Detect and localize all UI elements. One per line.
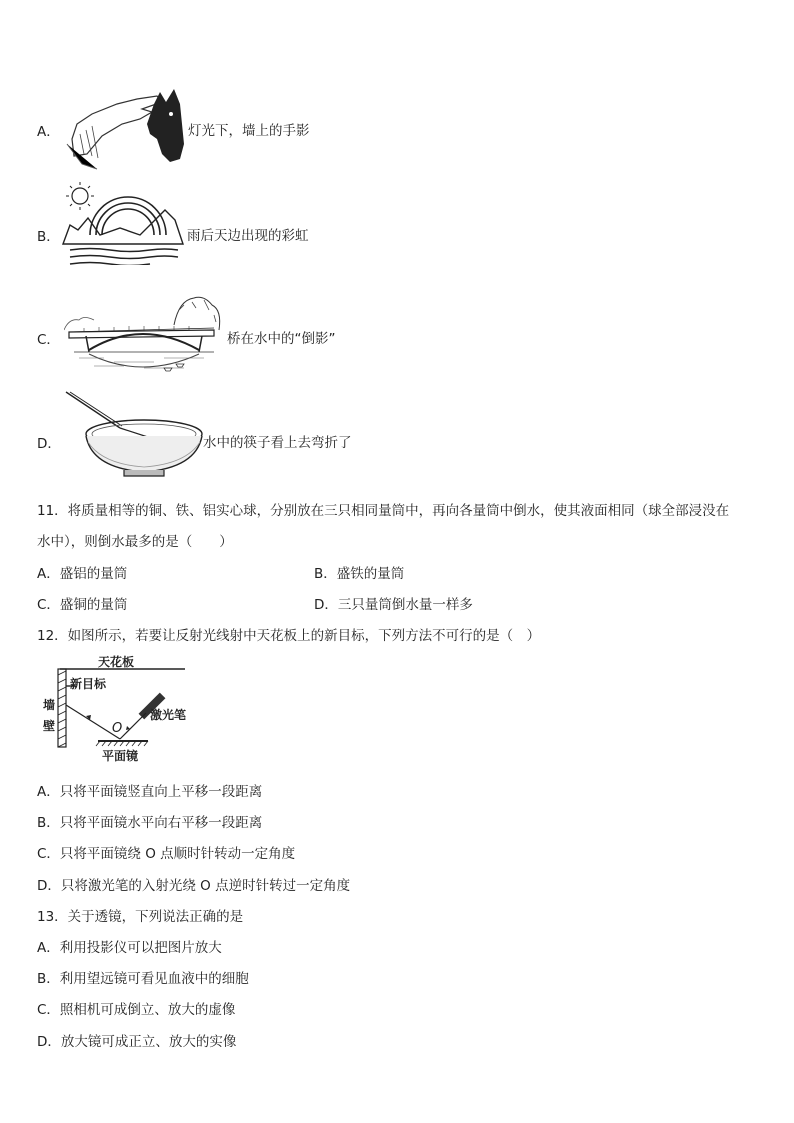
label-ceiling: 天花板	[98, 655, 135, 669]
q11-option-a: A．盛铝的量筒	[37, 566, 128, 582]
q12-option-c: C．只将平面镜绕 O 点顺时针转动一定角度	[37, 846, 296, 862]
label-point-o: O	[112, 721, 123, 736]
label-target: 新目标	[70, 677, 107, 691]
hand-shadow-image	[62, 84, 187, 174]
q12-stem: 12．如图所示，若要让反射光线射中天花板上的新目标，下列方法不可行的是（ ）	[37, 628, 541, 644]
option-a-text: 灯光下，墙上的手影	[188, 123, 310, 139]
label-wall: 墙	[43, 698, 56, 712]
q12-option-d: D．只将激光笔的入射光绕 O 点逆时针转过一定角度	[37, 878, 351, 894]
mirror-laser-diagram	[40, 651, 200, 761]
q11-option-b: B．盛铁的量筒	[314, 566, 405, 582]
bridge-reflection-image	[64, 290, 224, 380]
q13-option-c: C．照相机可成倒立、放大的虚像	[37, 1002, 236, 1018]
q11-option-c: C．盛铜的量筒	[37, 597, 128, 613]
option-c-letter: C．	[37, 332, 60, 348]
label-mirror: 平面镜	[102, 749, 139, 763]
label-wall-2: 壁	[43, 719, 56, 733]
q11-stem-line2: 水中），则倒水最多的是（ ）	[37, 534, 233, 550]
option-d-text: 水中的筷子看上去弯折了	[203, 435, 352, 451]
option-b-text: 雨后天边出现的彩虹	[187, 228, 309, 244]
rainbow-image	[60, 180, 186, 265]
label-laser: 激光笔	[150, 708, 187, 722]
q11-option-d: D．三只量筒倒水量一样多	[314, 597, 473, 613]
q12-option-a: A．只将平面镜竖直向上平移一段距离	[37, 784, 263, 800]
chopsticks-bowl-image	[62, 390, 207, 478]
option-c-text: 桥在水中的“倒影”	[227, 331, 336, 347]
q13-option-d: D．放大镜可成正立、放大的实像	[37, 1034, 237, 1050]
option-a-letter: A．	[37, 124, 60, 140]
q12-option-b: B．只将平面镜水平向右平移一段距离	[37, 815, 263, 831]
q13-stem: 13．关于透镜，下列说法正确的是	[37, 909, 244, 925]
option-b-letter: B．	[37, 229, 60, 245]
q13-option-b: B．利用望远镜可看见血液中的细胞	[37, 971, 249, 987]
option-d-letter: D．	[37, 436, 61, 452]
q13-option-a: A．利用投影仪可以把图片放大	[37, 940, 222, 956]
q11-stem-line1: 11．将质量相等的铜、铁、铝实心球，分别放在三只相同量筒中，再向各量筒中倒水，使其液面相同（球全部浸没在	[37, 503, 730, 519]
